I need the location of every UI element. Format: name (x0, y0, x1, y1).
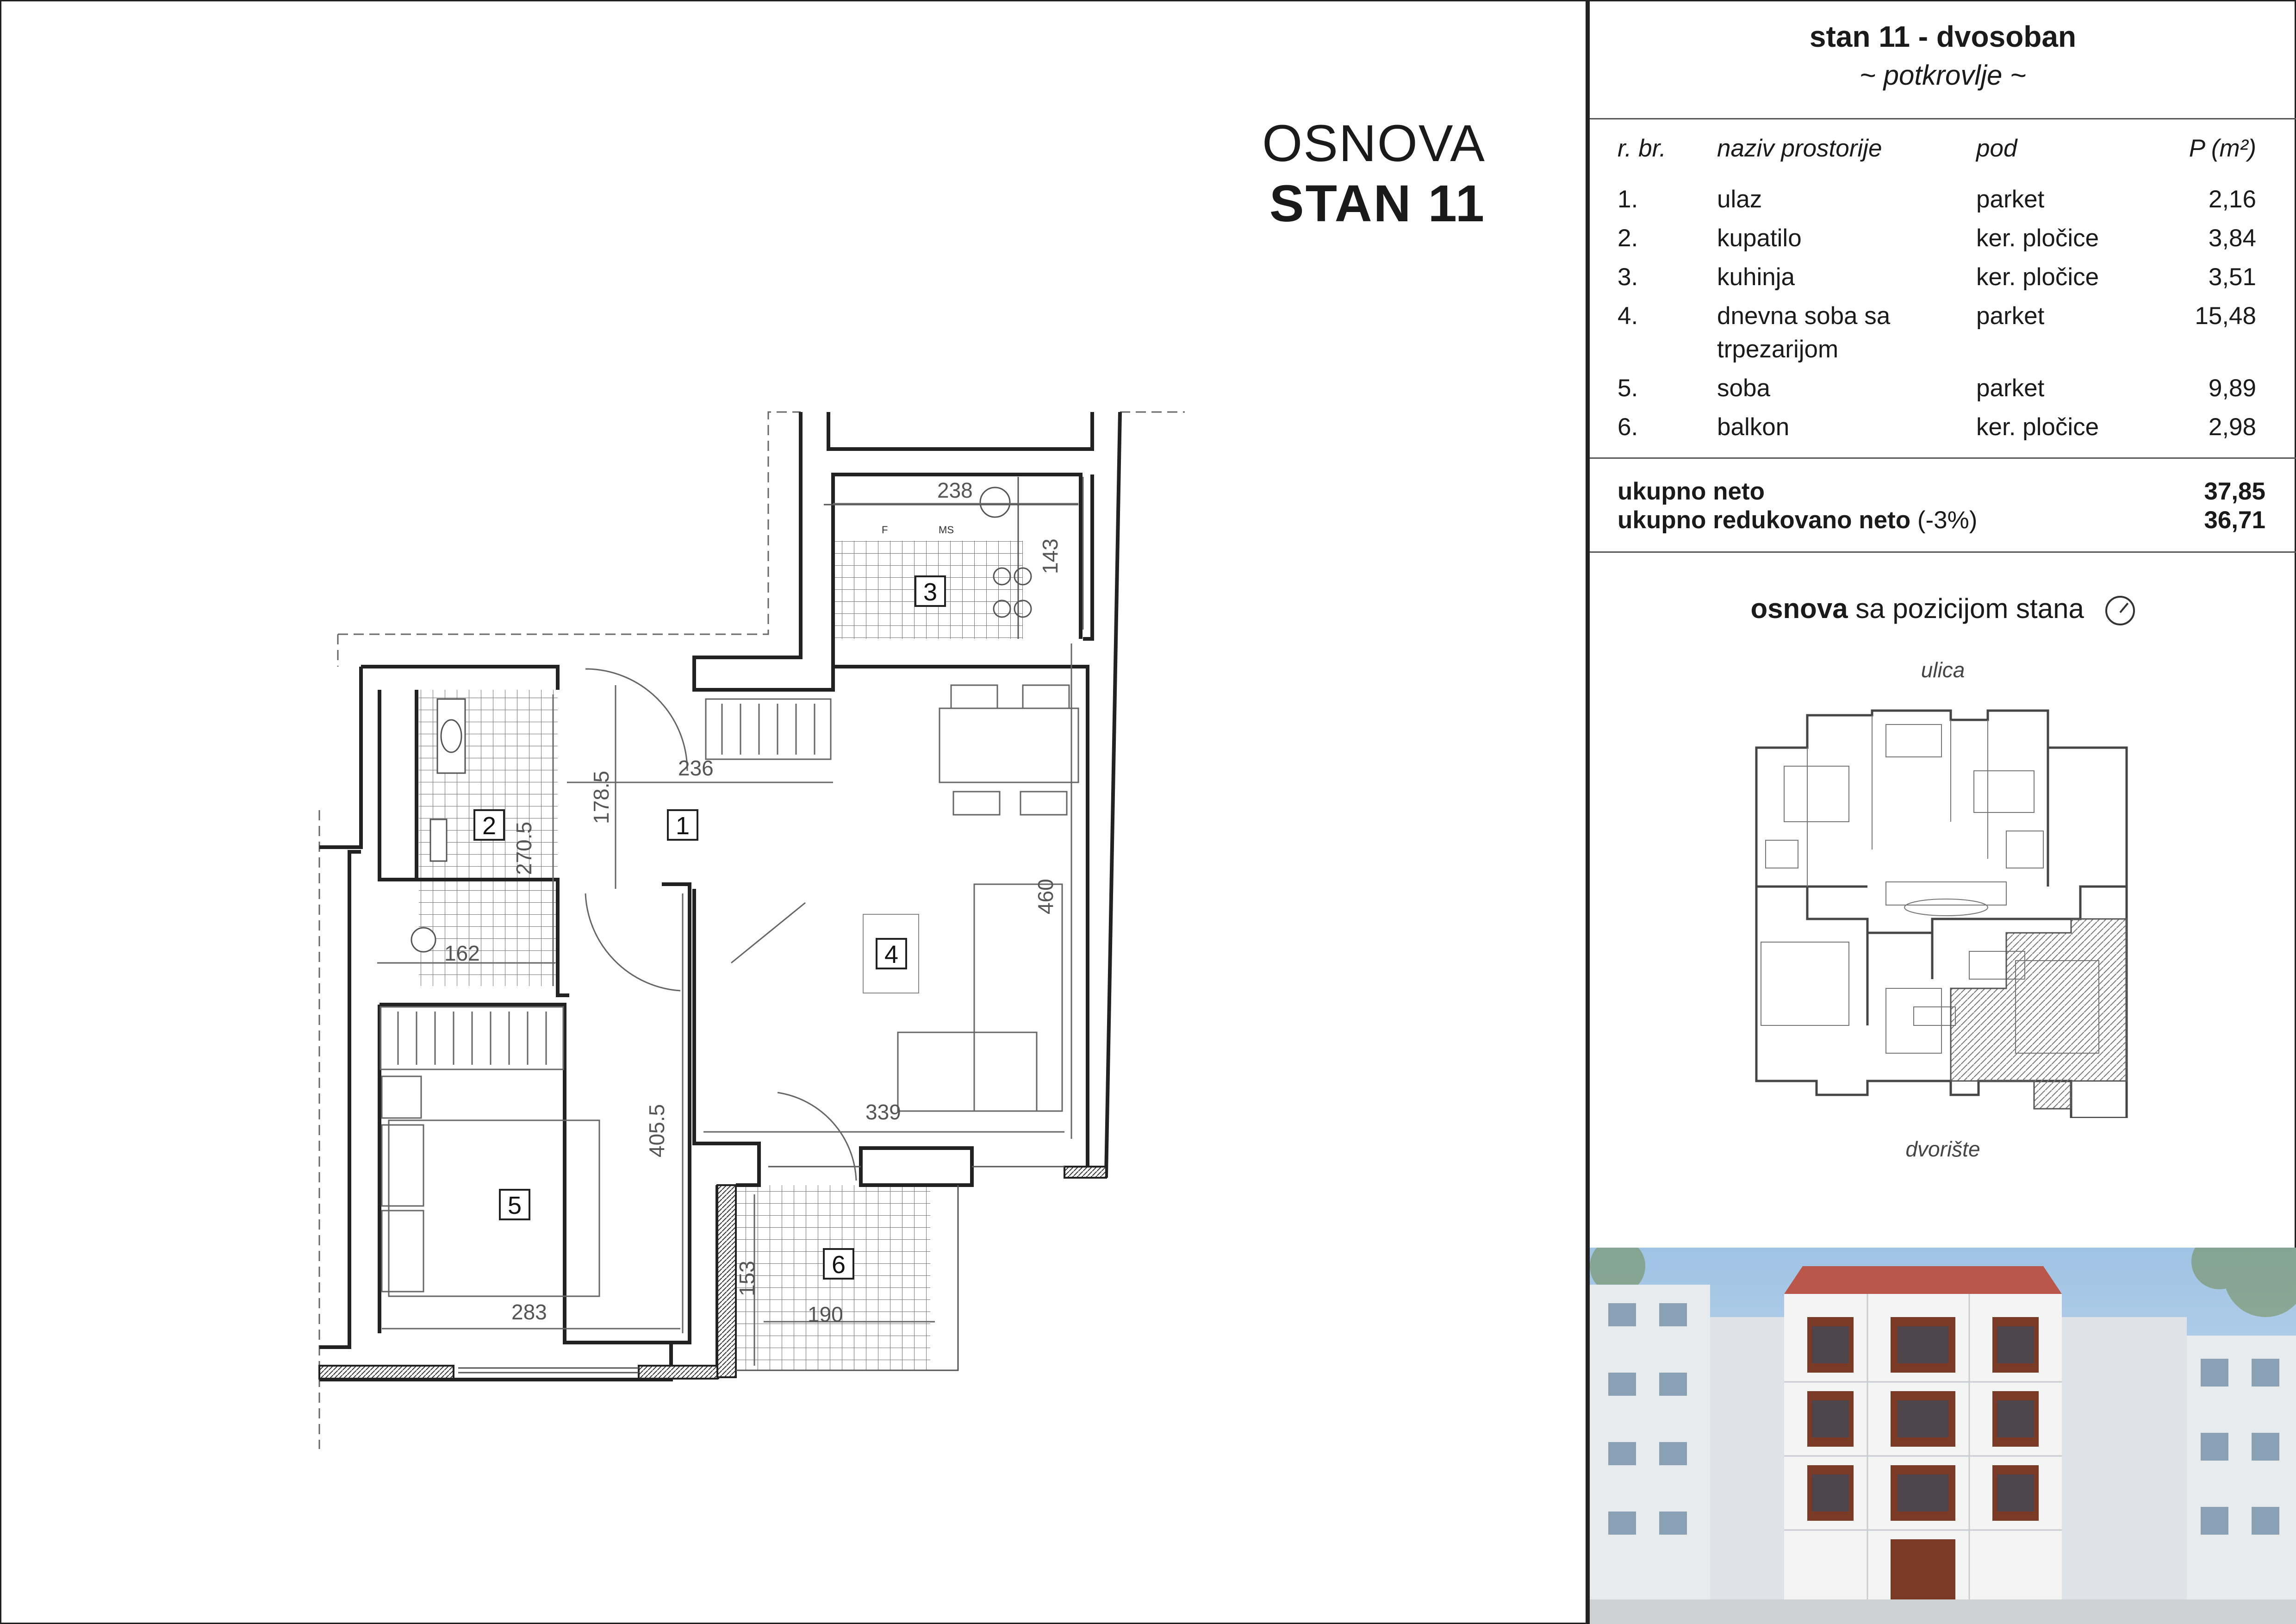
row-floor: parket (1976, 302, 2045, 330)
net-total-row (1618, 477, 2265, 506)
room-number-4: 4 (884, 941, 899, 968)
table-row (1618, 408, 2256, 447)
compass-icon (2105, 596, 2135, 625)
row-area: 3,51 (2208, 263, 2256, 291)
row-room-name: soba (1717, 375, 1770, 402)
door-arcs (585, 669, 856, 1181)
table-row (1618, 369, 2256, 408)
row-area: 15,48 (2195, 302, 2256, 330)
room-number-5: 5 (507, 1192, 522, 1219)
dim-bath-height: 270.5 (512, 821, 536, 875)
dim-living-height: 460 (1033, 879, 1058, 914)
dim-bedroom-height: 405.5 (645, 1104, 669, 1157)
wall-end (717, 1185, 736, 1377)
dim-kitchen-depth: 143 (1038, 538, 1062, 574)
table-row (1618, 219, 2256, 258)
info-panel (1590, 0, 2296, 1161)
kitchen-label-f: F (882, 524, 888, 536)
room-number-2: 2 (482, 812, 497, 840)
rooms-table (1618, 134, 2256, 447)
sofa (898, 884, 1062, 1111)
dim-balcony-width: 190 (808, 1302, 843, 1326)
row-number: 6. (1618, 413, 1638, 441)
position-title-rest: sa pozicijom stana (1848, 593, 2084, 624)
col-room-name: naziv prostorije (1717, 135, 1882, 162)
row-number: 1. (1618, 186, 1638, 213)
row-room-name: balkon (1717, 413, 1790, 441)
reduced-total-percent: (-3%) (1917, 506, 1978, 534)
col-number: r. br. (1618, 135, 1667, 162)
row-area: 3,84 (2208, 225, 2256, 252)
net-total-label: ukupno neto (1618, 478, 1765, 505)
row-room-name: kuhinja (1717, 263, 1795, 291)
room-number-6: 6 (831, 1251, 846, 1279)
row-floor: parket (1976, 186, 2045, 213)
row-number: 4. (1618, 302, 1638, 330)
site-plan (1747, 701, 2136, 1118)
dim-living-width: 339 (865, 1100, 901, 1124)
apartment-header (1590, 0, 2296, 119)
dim-balcony-height: 153 (735, 1261, 759, 1296)
building-render (1590, 1248, 2296, 1624)
plan-title-line1: OSNOVA (1262, 114, 1486, 172)
row-number: 5. (1618, 375, 1638, 402)
wall-end (1064, 1167, 1106, 1178)
row-room-name: ulaz (1717, 186, 1762, 213)
row-room-name-line1: dnevna soba sa (1717, 302, 1891, 330)
apartment-position-highlight (1951, 919, 2127, 1109)
reduced-total-label: ukupno redukovano neto (1618, 506, 1911, 534)
net-total-value: 37,85 (2204, 478, 2265, 505)
table-row (1618, 258, 2256, 297)
col-floor: pod (1976, 135, 2017, 162)
room-number-1: 1 (675, 812, 690, 840)
table-row (1618, 180, 2256, 219)
position-title-bold: osnova (1750, 593, 1848, 624)
wall-end (319, 1366, 454, 1379)
dim-kitchen-width: 238 (937, 478, 973, 502)
room-number-3: 3 (923, 578, 938, 606)
row-number: 2. (1618, 225, 1638, 252)
row-room-name: kupatilo (1717, 225, 1802, 252)
dim-bath-width: 162 (444, 941, 480, 965)
row-area: 2,98 (2208, 413, 2256, 441)
row-number: 3. (1618, 263, 1638, 291)
table-header-row (1618, 134, 2256, 180)
row-room-name-line2: trpezarijom (1717, 336, 1839, 363)
street-label: ulica (1921, 658, 1965, 682)
position-title (1590, 593, 2296, 625)
totals-section (1590, 457, 2296, 553)
col-area: P (m²) (2189, 135, 2256, 162)
row-floor: ker. pločice (1976, 225, 2099, 252)
floor-plan (305, 398, 1194, 1463)
kitchen-label-ms: MS (939, 524, 954, 536)
dim-bedroom-width: 283 (511, 1300, 547, 1324)
row-floor: ker. pločice (1976, 413, 2099, 441)
plan-title (1250, 113, 1486, 234)
row-floor: parket (1976, 375, 2045, 402)
row-room-name (1717, 297, 1976, 369)
reduced-total-row (1618, 506, 2265, 534)
apartment-level: ~ potkrovlje ~ (1859, 60, 2027, 91)
row-area: 2,16 (2208, 186, 2256, 213)
row-floor: ker. pločice (1976, 263, 2099, 291)
apartment-name: stan 11 - dvosoban (1809, 20, 2077, 53)
panel-divider (1586, 0, 1590, 1624)
wall-end (639, 1366, 717, 1379)
row-area: 9,89 (2208, 375, 2256, 402)
plan-title-line2: STAN 11 (1269, 175, 1486, 232)
reduced-total-value: 36,71 (2204, 506, 2265, 534)
dim-hall-width: 236 (678, 756, 714, 780)
dining-table (940, 685, 1078, 815)
yard-label: dvorište (1905, 1137, 1980, 1161)
dim-hall-depth: 178.5 (589, 770, 613, 824)
table-row (1618, 297, 2256, 369)
bed (382, 1076, 599, 1296)
